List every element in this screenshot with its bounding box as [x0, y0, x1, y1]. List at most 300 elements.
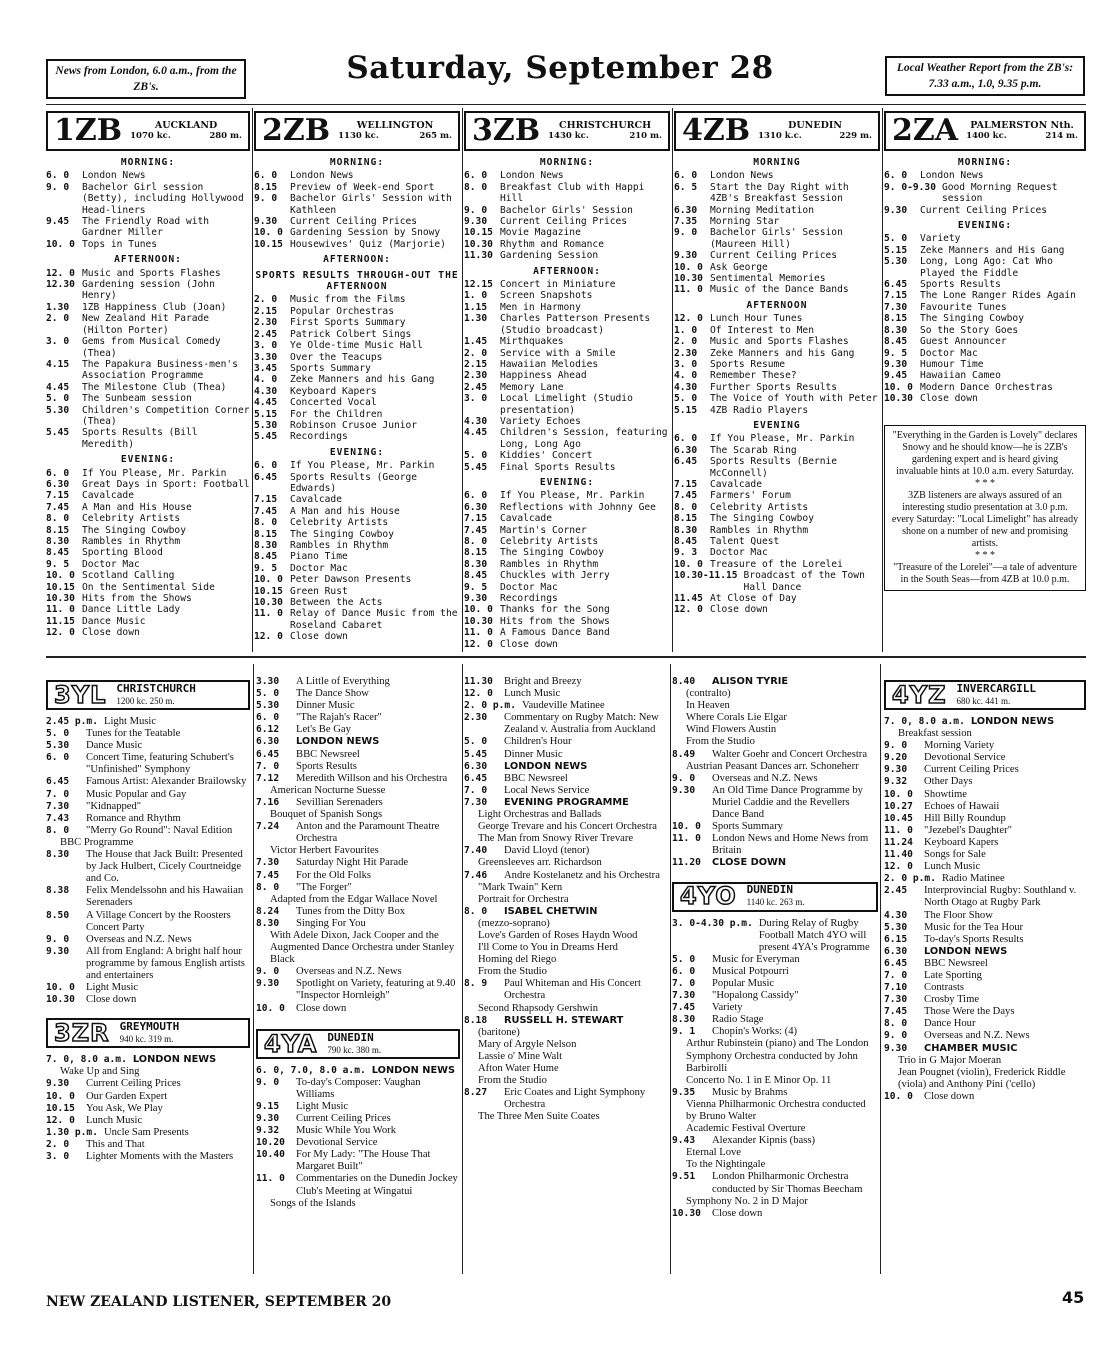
programme-row	[672, 700, 878, 712]
programme-time: 2.15	[464, 358, 488, 370]
programme-time	[884, 1067, 898, 1091]
programme-row	[256, 894, 460, 906]
programme-row	[464, 359, 670, 370]
programme-time: 8.40	[672, 676, 696, 687]
programme-title: Doctor Mac	[710, 547, 768, 559]
programme-row	[464, 490, 670, 501]
programme-time: 3.45	[254, 362, 278, 374]
programme-time: 6. 0	[674, 433, 698, 445]
programme-row	[674, 445, 880, 456]
programme-title: Songs of the Islands	[270, 1197, 356, 1209]
programme-row	[672, 736, 878, 748]
programme-title: Further Sports Results	[710, 381, 838, 393]
programme-time: 8. 0	[464, 181, 488, 193]
programme-title: Sports Resume	[710, 358, 786, 370]
programme-time: 9. 0	[256, 966, 280, 978]
programme-title: Close down	[82, 627, 140, 639]
programme-row	[464, 279, 670, 290]
programme-row	[256, 797, 460, 809]
programme-title: The Singing Cowboy	[82, 524, 186, 536]
programme-row	[884, 302, 1086, 313]
weather-report-note: Local Weather Report from the ZB's: 7.33 a.m., 1.0, 9.35 p.m.	[885, 56, 1085, 96]
programme-title: Men in Harmony	[500, 301, 581, 313]
programme-title: Doctor Mac	[290, 562, 348, 574]
programme-title: Farmers' Forum	[710, 490, 791, 502]
station-kc: 1130 kc.	[338, 130, 379, 141]
programme-time: 6. 0	[46, 752, 70, 764]
section-heading: AFTERNOON:	[114, 254, 182, 266]
programme-title: CLOSE DOWN	[712, 857, 787, 869]
programme-time: 8. 9	[464, 978, 488, 990]
programme-row	[464, 416, 670, 427]
programme-time: 9. 1	[672, 1026, 696, 1038]
station-kc: 1430 kc.	[548, 130, 589, 141]
station-frequency	[548, 131, 662, 142]
programme-title: LONDON NEWS	[504, 760, 588, 772]
programme-title: Lunch Music	[86, 1114, 143, 1126]
programme-time: 7.45	[46, 501, 70, 513]
programme-time: 12. 0	[46, 627, 75, 639]
programme-time: 7.45	[674, 490, 698, 502]
programme-row	[464, 882, 668, 894]
programme-time: 7.15	[884, 290, 908, 302]
programme-title: Alexander Kipnis (bass)	[712, 1135, 815, 1147]
programme-row	[672, 821, 878, 833]
programme-time: 1.45	[464, 336, 488, 348]
programme-row	[674, 604, 880, 615]
programme-row	[464, 604, 670, 615]
programme-row	[674, 348, 880, 359]
programme-row	[884, 716, 1086, 728]
programme-title: Music from the Films	[290, 294, 406, 306]
programme-time: 8.24	[256, 905, 280, 917]
programme-title: Wind Flowers Austin	[686, 724, 777, 736]
station-frequency	[966, 131, 1078, 142]
programme-row	[256, 821, 460, 845]
programme-title: Robinson Crusoe Junior	[290, 419, 418, 431]
programme-title: Vaudeville Matinee	[521, 700, 605, 712]
programme-time: 10. 0	[254, 227, 283, 239]
programme-time: 7. 0, 8.0 a.m.	[46, 1054, 127, 1066]
programme-time: 8. 0	[464, 905, 488, 917]
programme-row	[46, 1078, 250, 1090]
programme-row	[46, 359, 250, 382]
programme-row	[884, 1067, 1086, 1091]
programme-time	[672, 1075, 686, 1087]
spacer	[672, 870, 878, 878]
programme-time: 4.15	[46, 358, 70, 370]
programme-row	[674, 570, 880, 593]
programme-title: Dance Music	[86, 740, 143, 752]
panel-limelight: 3ZB listeners are always assured of an interesting studio presentation at 3.0 p.m. every Saturday: "Local Limelight" has already shone on a number of new and promising artists.	[891, 489, 1079, 549]
programme-time: 8.38	[46, 885, 70, 897]
programme-time: 9.30	[46, 1078, 70, 1090]
programme-row	[674, 559, 880, 570]
programme-title: London News	[920, 170, 984, 182]
programme-row	[256, 857, 460, 869]
section-heading: AFTERNOON	[746, 299, 808, 311]
programme-time: 7.43	[46, 812, 70, 824]
programme-row	[256, 1125, 460, 1137]
programme-title: Vienna Philharmonic Orchestra conducted by Bruno Walter	[686, 1098, 866, 1122]
programme-row	[884, 233, 1086, 244]
station-info	[548, 120, 662, 142]
programme-time: 6.15	[884, 933, 908, 945]
programme-time: 4. 0	[254, 374, 278, 386]
programme-time: 8.30	[674, 524, 698, 536]
programme-title: Cavalcade	[82, 490, 134, 502]
programme-row	[464, 616, 670, 627]
programme-row	[884, 849, 1086, 861]
programme-time: 10.45	[884, 812, 913, 824]
programme-row	[464, 736, 668, 748]
programme-row	[464, 227, 670, 238]
programme-row	[884, 958, 1086, 970]
programme-title: First Sports Summary	[290, 317, 406, 329]
programme-time: 7.46	[464, 869, 488, 881]
programme-time	[256, 930, 270, 966]
programme-row	[672, 857, 878, 869]
programme-row	[256, 1065, 460, 1077]
programme-row	[256, 1077, 460, 1101]
programme-row	[884, 813, 1086, 825]
programme-title: Paul Whiteman and His Concert Orchestra	[504, 978, 641, 1002]
programme-row	[46, 1054, 250, 1066]
programme-row	[46, 582, 250, 593]
programme-title: "The Rajah's Racer"	[296, 712, 382, 724]
programme-time: 4.30	[254, 385, 278, 397]
panel-lorelei: "Treasure of the Lorelei"—a tale of adventure in the South Seas—from 4ZB at 10.0 p.m.	[893, 561, 1077, 585]
programme-title: Sports Results (George Edwards)	[290, 471, 418, 494]
programme-row	[256, 700, 460, 712]
programme-title: Sports Results	[920, 279, 1001, 291]
programme-row	[884, 279, 1086, 290]
programme-row	[464, 536, 670, 547]
programme-row	[672, 761, 878, 773]
programme-time: 9.32	[256, 1125, 280, 1137]
programme-time	[672, 1147, 686, 1159]
programme-title: The Man from Snowy River Trevare	[478, 833, 634, 845]
programme-time: 8.30	[256, 917, 280, 929]
programme-time	[256, 785, 270, 797]
programme-title: Children's Session, featuring Long, Long Ago	[500, 427, 668, 450]
programme-title: Those Were the Days	[924, 1006, 1015, 1018]
programme-time: 7.15	[46, 490, 70, 502]
programme-title: From the Studio	[478, 1075, 547, 1087]
programme-title: Showtime	[924, 788, 967, 800]
programme-title: Wake Up and Sing	[60, 1066, 140, 1078]
programme-title: American Nocturne Suesse	[270, 784, 386, 796]
programme-row	[672, 1123, 878, 1135]
programme-row	[254, 608, 460, 631]
programme-title: Piano Time	[290, 551, 348, 563]
programme-title: You Ask, We Play	[86, 1102, 163, 1114]
programme-time: 6. 0	[672, 965, 696, 977]
programme-title: LONDON NEWS	[371, 1064, 455, 1076]
programme-title: Memory Lane	[500, 381, 564, 393]
programme-row	[674, 216, 880, 227]
programme-row	[674, 513, 880, 524]
programme-row	[46, 170, 250, 181]
programme-time: 10. 0	[674, 558, 703, 570]
programme-title: The Floor Show	[924, 909, 993, 921]
programme-row	[674, 359, 880, 370]
station-info	[120, 1021, 180, 1045]
programme-row	[46, 885, 250, 909]
programme-time: 7.12	[256, 772, 280, 784]
programme-time: 6.45	[674, 456, 698, 468]
programme-time	[464, 942, 478, 954]
programme-title: Sports Summary	[290, 362, 371, 374]
programme-title: Academic Festival Overture	[686, 1123, 806, 1135]
programme-time: 9. 0	[884, 740, 908, 752]
programme-time: 5. 0	[464, 450, 488, 462]
programme-time: 8.27	[464, 1087, 488, 1099]
programme-row	[464, 1027, 668, 1039]
programme-row	[464, 1039, 668, 1051]
programme-row	[672, 785, 878, 821]
programme-row	[46, 393, 250, 404]
programme-row	[884, 256, 1086, 279]
programme-title: Sports Results (Bill Meredith)	[82, 427, 198, 450]
programme-time: 8. 0	[884, 1018, 908, 1030]
programme-title: Our Garden Expert	[86, 1090, 168, 1102]
section-heading: MORNING:	[120, 157, 176, 168]
programme-row	[464, 978, 668, 1002]
programme-row	[674, 502, 880, 513]
programme-row	[46, 313, 250, 336]
programme-row	[46, 405, 250, 428]
programme-time: 9.32	[884, 776, 908, 788]
section-heading: SPORTS RESULTS THROUGH-OUT THE AFTERNOON	[255, 269, 459, 293]
station-header	[884, 111, 1086, 151]
programme-title: 4ZB Radio Players	[710, 404, 809, 416]
programme-title: The Papakura Business-men's Association Programme	[82, 358, 238, 382]
programme-title: Current Ceiling Prices	[86, 1078, 181, 1090]
programme-time: 7.45	[254, 505, 278, 517]
programme-row	[672, 1135, 878, 1147]
station-info	[956, 683, 1035, 707]
programme-row	[884, 1018, 1086, 1030]
programme-title: Scotland Calling	[82, 570, 175, 582]
programme-title: From the Studio	[478, 966, 547, 978]
programme-title: The House that Jack Built: Presented by Jack Hulbert, Cicely Courtneidge and Co.	[86, 849, 243, 885]
programme-time: 6.30	[464, 501, 488, 513]
programme-row	[256, 906, 460, 918]
programme-title: This and That	[86, 1138, 145, 1150]
programme-time: 11.30	[464, 676, 493, 687]
programme-time: 5. 0	[256, 688, 280, 700]
station-logo	[884, 680, 1086, 710]
station-info	[747, 884, 805, 908]
programme-row	[464, 833, 668, 845]
programme-time: 10.30	[46, 994, 75, 1006]
programme-title: Dance Hour	[924, 1018, 976, 1030]
programme-time	[464, 1063, 478, 1075]
programme-row	[256, 724, 460, 736]
programme-time: 5. 0	[672, 953, 696, 965]
programme-time: 10.40	[256, 1149, 285, 1161]
programme-row	[464, 627, 670, 638]
programme-row	[464, 547, 670, 558]
station-metres: 229 m.	[839, 130, 872, 141]
programme-time: 6.45	[884, 957, 908, 969]
programme-title: Tunes for the Teatable	[86, 728, 181, 740]
programme-time: 10.30-11.15	[674, 570, 738, 582]
programme-time: 7. 0	[464, 784, 488, 796]
programme-row	[254, 374, 460, 385]
station-frequency: 790 kc. 380 m.	[327, 1044, 382, 1055]
programme-title: Arthur Rubinstein (piano) and The London Symphony Orchestra conducted by John Barbirolli	[686, 1038, 869, 1074]
programme-row	[884, 970, 1086, 982]
programme-row	[884, 1006, 1086, 1018]
programme-time	[464, 918, 478, 930]
programme-row	[254, 586, 460, 597]
programme-title: Cavalcade	[500, 513, 552, 525]
programme-row	[256, 1101, 460, 1113]
programme-row	[254, 386, 460, 397]
programme-time: 5.30	[46, 404, 70, 416]
london-news-note: News from London, 6.0 a.m., from the ZB's.	[46, 59, 246, 99]
station-kc: 1070 kc.	[130, 130, 171, 141]
programme-time: 9.30	[884, 358, 908, 370]
programme-time: 6.45	[884, 279, 908, 291]
programme-title: Sentimental Memories	[710, 273, 826, 285]
programme-title: Current Ceiling Prices	[924, 764, 1019, 776]
programme-title: Echoes of Hawaii	[924, 800, 1000, 812]
programme-title: Current Ceiling Prices	[290, 216, 418, 228]
programme-title: Children's Competition Corner (Thea)	[82, 404, 250, 427]
programme-time: 5.30	[46, 740, 70, 752]
programme-row	[464, 250, 670, 261]
programme-title: Overseas and N.Z. News	[86, 933, 192, 945]
programme-title: (contralto)	[686, 688, 731, 700]
programme-time: 9.30	[884, 764, 908, 776]
programme-title: Music by Brahms	[712, 1086, 788, 1098]
programme-time: 12. 0	[254, 631, 283, 643]
programme-title: The Singing Cowboy	[500, 547, 604, 559]
programme-row	[674, 525, 880, 536]
programme-time: 4.30	[674, 381, 698, 393]
programme-time: 4.45	[46, 381, 70, 393]
programme-time: 2.30	[464, 370, 488, 382]
programme-title: Service with a Smile	[500, 347, 616, 359]
programme-title: At Close of Day	[710, 593, 797, 605]
programme-time: 5.45	[46, 427, 70, 439]
programme-title: Radio Matinee	[941, 873, 1005, 885]
programme-time	[672, 724, 686, 736]
programme-time: 5.30	[254, 419, 278, 431]
programme-row	[464, 954, 668, 966]
programme-title: A Famous Dance Band	[500, 627, 610, 639]
station-call-sign: 4YZ	[892, 680, 947, 709]
programme-row	[254, 472, 460, 495]
programme-title: Andre Kostelanetz and his Orchestra	[504, 869, 660, 881]
programme-time: 10. 0	[254, 574, 283, 586]
programme-row	[464, 857, 668, 869]
programme-row	[254, 182, 460, 193]
programme-time: 5.15	[674, 404, 698, 416]
programme-row	[464, 1051, 668, 1063]
programme-title: Music of the Dance Bands	[710, 284, 849, 296]
programme-row	[674, 227, 880, 250]
programme-row	[464, 712, 668, 736]
programme-time: 11.15	[46, 615, 75, 627]
station-call-sign: 4ZB	[682, 113, 751, 148]
programme-title: CHAMBER MUSIC	[924, 1042, 1018, 1054]
programme-title: All from England: A bright half hour programme by famous English artists and entertainers	[86, 945, 245, 981]
programme-title: Doctor Mac	[920, 347, 978, 359]
station-city: DUNEDIN	[746, 883, 793, 897]
programme-row	[254, 317, 460, 328]
programme-title: Current Ceiling Prices	[920, 204, 1048, 216]
programme-time	[464, 1051, 478, 1063]
page-number: 45	[1062, 1288, 1085, 1307]
programme-title: Local Limelight (Studio presentation)	[500, 393, 633, 416]
programme-row	[884, 348, 1086, 359]
programme-row	[254, 409, 460, 420]
programme-title: Popular Orchestras	[290, 305, 394, 317]
programme-title: Musical Potpourri	[712, 965, 789, 977]
programme-title: Contrasts	[924, 982, 965, 994]
programme-title: Bouquet of Spanish Songs	[270, 809, 383, 821]
programme-row	[884, 885, 1086, 909]
programme-row	[46, 216, 250, 239]
programme-title: George Trevare and his Concert Orchestra	[478, 821, 657, 833]
programme-row	[464, 918, 668, 930]
programme-time: 10.15	[254, 238, 283, 250]
programme-title: Peter Dawson Presents	[290, 574, 412, 586]
programme-row	[884, 245, 1086, 256]
programme-row	[672, 1147, 878, 1159]
station-city: CHRISTCHURCH	[116, 681, 196, 695]
programme-title: London News	[710, 170, 774, 182]
programme-time: 9. 0	[256, 1076, 280, 1088]
programme-row	[674, 336, 880, 347]
programme-title: Hits from the Shows	[500, 615, 610, 627]
programme-title: Broadcast of the Town Hall Dance	[743, 570, 865, 593]
programme-title: If You Please, Mr. Parkin	[290, 460, 435, 472]
programme-title: (mezzo-soprano)	[478, 917, 550, 929]
programme-title: Let's Be Gay	[296, 724, 351, 736]
programme-time: 5.30	[884, 921, 908, 933]
programme-time: 1.15	[464, 301, 488, 313]
programme-time: 10.30	[46, 593, 75, 605]
programme-title: During Relay of Rugby Football Match 4YO will present 4YA's Programme	[758, 917, 870, 953]
programme-row	[254, 306, 460, 317]
programme-title: Dance Little Lady	[82, 604, 181, 616]
programme-row	[46, 593, 250, 604]
programme-row	[254, 529, 460, 540]
programme-time: 6.30	[884, 945, 908, 957]
section-heading: MORNING:	[329, 157, 385, 168]
programme-row	[46, 616, 250, 627]
programme-time	[464, 954, 478, 966]
programme-time: 9. 0-9.30	[884, 181, 936, 193]
programme-time: 7.40	[464, 845, 488, 857]
programme-title: Zeke Manners and his Gang	[710, 347, 855, 359]
programme-row	[464, 1063, 668, 1075]
programme-time: 9.30	[46, 945, 70, 957]
spacer	[256, 1015, 460, 1025]
programme-title: The Singing Cowboy	[710, 513, 814, 525]
programme-time: 6.30	[46, 478, 70, 490]
programme-time: 9.30	[672, 784, 696, 796]
programme-time: 9. 0	[672, 772, 696, 784]
programme-time: 9. 5	[884, 347, 908, 359]
programme-time: 8.15	[254, 528, 278, 540]
programme-title: Breakfast Club with Happi Hill	[500, 181, 645, 205]
